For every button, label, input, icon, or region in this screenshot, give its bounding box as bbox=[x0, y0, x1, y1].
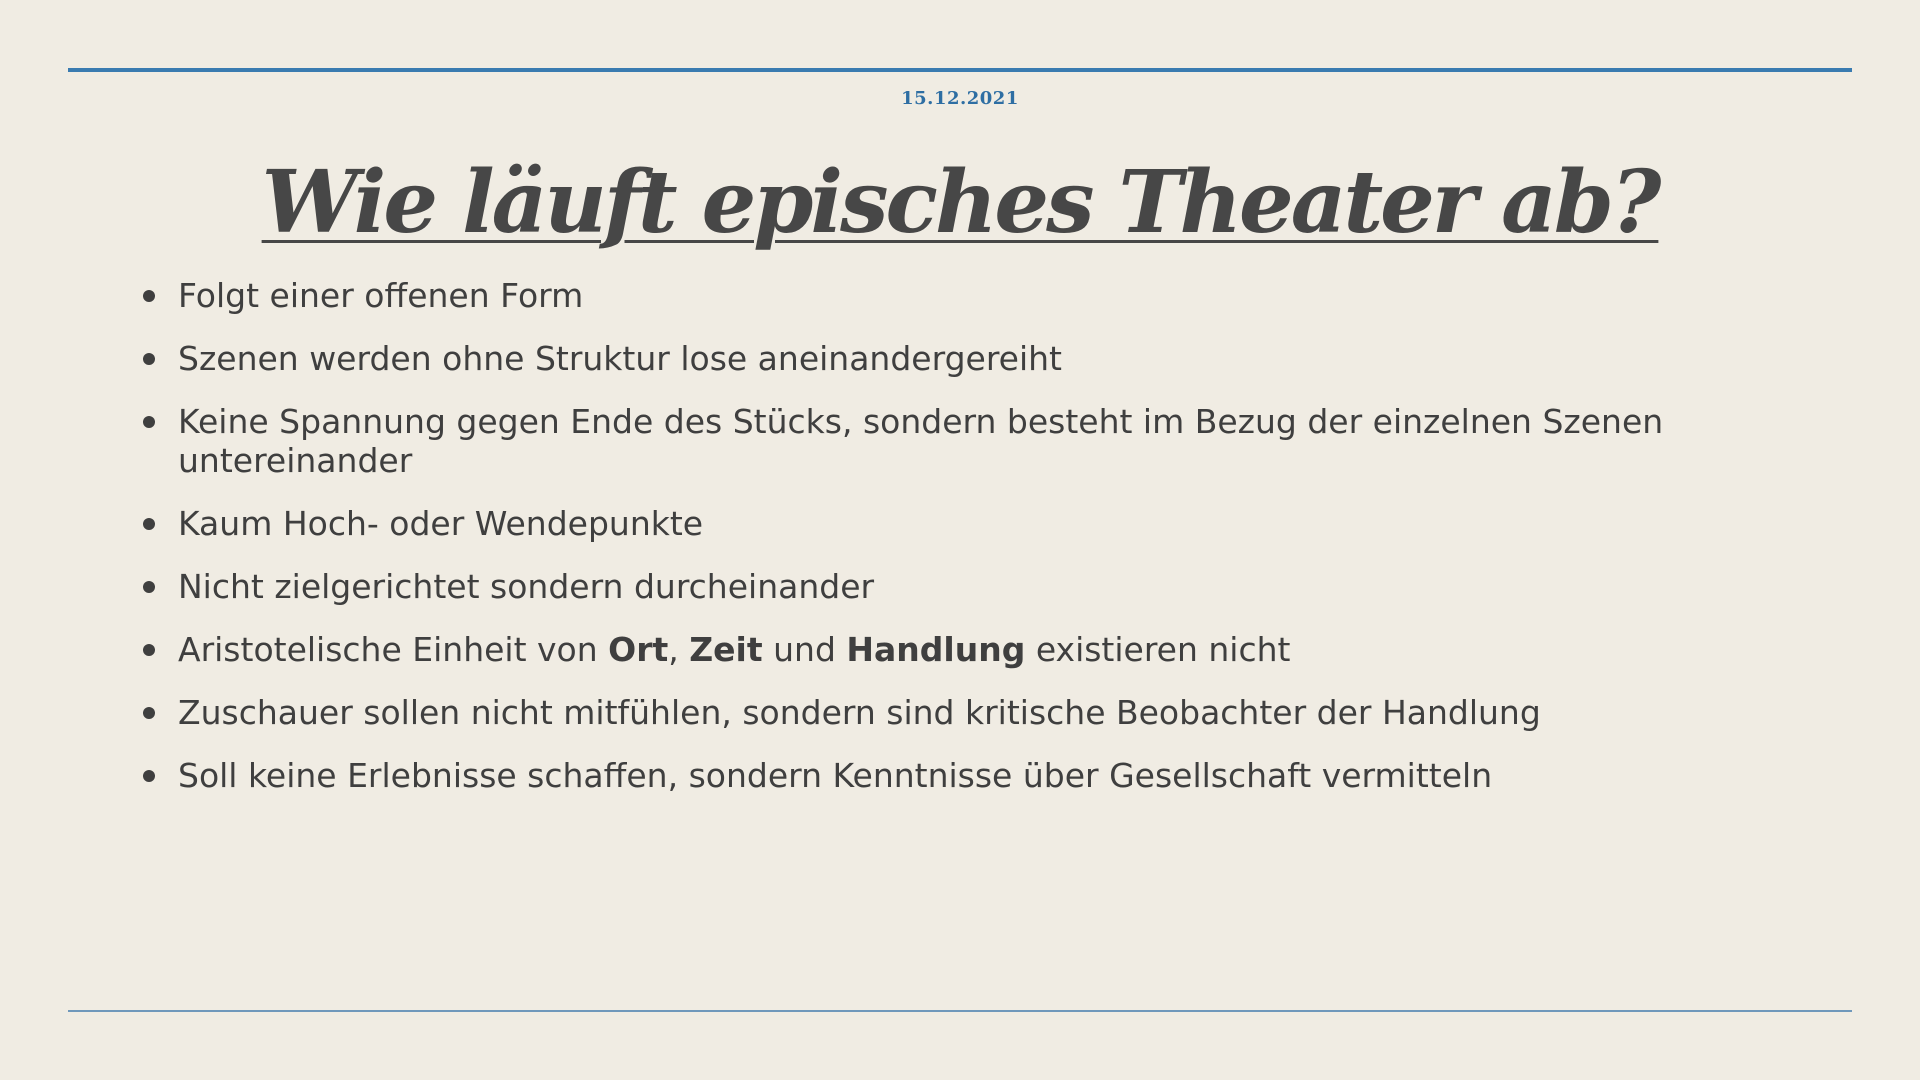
bullet-emphasis-ort: Ort bbox=[608, 630, 669, 669]
bullet-text-part: und bbox=[762, 630, 847, 669]
bullet-item bbox=[140, 756, 1780, 795]
bullet-text: Zuschauer sollen nicht mitfühlen, sondern sind kritische Beobachter der Handlung bbox=[178, 693, 1541, 732]
bullet-text bbox=[178, 630, 1290, 669]
bullet-item bbox=[140, 276, 1780, 315]
bullet-text-part: Aristotelische Einheit von bbox=[178, 630, 609, 669]
bullet-text: Szenen werden ohne Struktur lose aneinandergereiht bbox=[178, 339, 1062, 378]
bullet-dot-icon bbox=[143, 353, 155, 365]
slide-title-text: Wie läuft episches Theater ab? bbox=[261, 152, 1659, 253]
slide-date: 15.12.2021 bbox=[901, 88, 1019, 109]
slide-title bbox=[0, 148, 1920, 258]
bullet-text: Kaum Hoch- oder Wendepunkte bbox=[178, 504, 704, 543]
bullet-dot-icon bbox=[143, 416, 155, 428]
bullet-text-part: , bbox=[668, 630, 690, 669]
bullet-text: Soll keine Erlebnisse schaffen, sondern Kenntnisse über Gesellschaft vermitteln bbox=[178, 756, 1493, 795]
bullet-dot-icon bbox=[143, 581, 155, 593]
bullet-dot-icon bbox=[143, 770, 155, 782]
top-divider bbox=[68, 68, 1852, 72]
bullet-dot-icon bbox=[143, 290, 155, 302]
bullet-emphasis-zeit: Zeit bbox=[689, 630, 763, 669]
bullet-item bbox=[140, 630, 1780, 669]
bullet-text: Keine Spannung gegen Ende des Stücks, sondern besteht im Bezug der einzelnen Szenen untereinander bbox=[178, 402, 1664, 480]
bullet-item bbox=[140, 567, 1780, 606]
bullet-item bbox=[140, 693, 1780, 732]
bullet-list bbox=[140, 276, 1780, 819]
bullet-dot-icon bbox=[143, 518, 155, 530]
bullet-item bbox=[140, 339, 1780, 378]
bottom-divider bbox=[68, 1010, 1852, 1012]
bullet-item bbox=[140, 402, 1780, 480]
bullet-dot-icon bbox=[143, 707, 155, 719]
bullet-text: Nicht zielgerichtet sondern durcheinander bbox=[178, 567, 875, 606]
bullet-dot-icon bbox=[143, 644, 155, 656]
bullet-item bbox=[140, 504, 1780, 543]
bullet-emphasis-handlung: Handlung bbox=[846, 630, 1026, 669]
bullet-text: Folgt einer offenen Form bbox=[178, 276, 584, 315]
bullet-text-part: existieren nicht bbox=[1025, 630, 1291, 669]
